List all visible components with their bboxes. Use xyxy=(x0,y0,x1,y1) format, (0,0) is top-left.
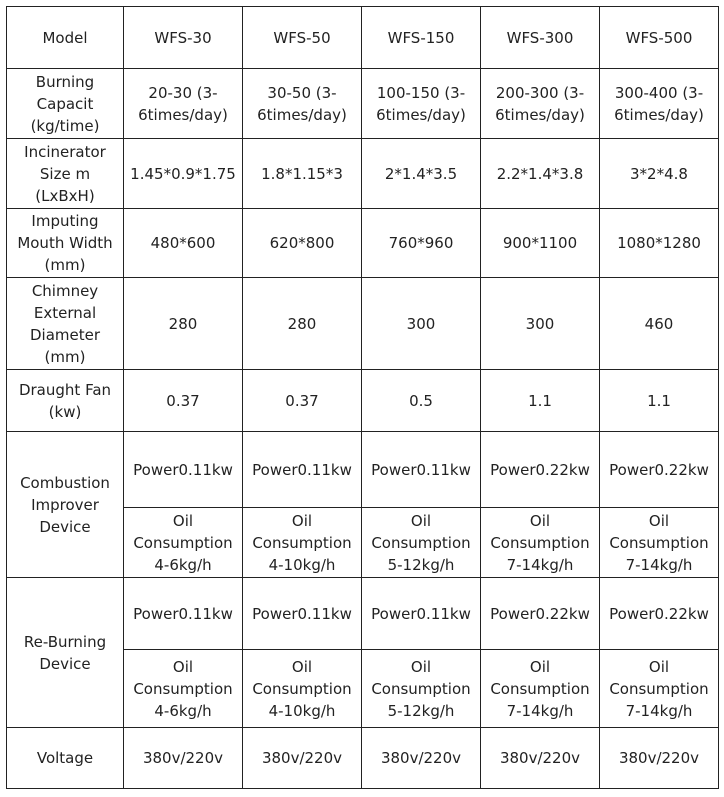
header-cell-wfs-150: WFS-150 xyxy=(362,7,481,69)
table-cell: Oil Consumption 5-12kg/h xyxy=(362,508,481,578)
combustion-power-row xyxy=(7,432,719,508)
table-cell: Oil Consumption 4-10kg/h xyxy=(243,508,362,578)
table-cell: 1.1 xyxy=(481,370,600,432)
table-cell: 0.5 xyxy=(362,370,481,432)
table-cell: Power0.22kw xyxy=(481,578,600,650)
table-cell: Power0.11kw xyxy=(124,432,243,508)
row-label: Burning Capacit (kg/time) xyxy=(7,69,124,139)
header-cell-model: Model xyxy=(7,7,124,69)
row-label: Imputing Mouth Width (mm) xyxy=(7,209,124,278)
table-cell: 1.1 xyxy=(600,370,719,432)
table-cell: Oil Consumption 4-6kg/h xyxy=(124,508,243,578)
table-cell: Power0.22kw xyxy=(481,432,600,508)
table-cell: Oil Consumption 4-10kg/h xyxy=(243,650,362,728)
table-cell: 380v/220v xyxy=(243,728,362,789)
incinerator-size-row xyxy=(7,139,719,209)
table-cell: 300 xyxy=(481,278,600,370)
table-cell: 460 xyxy=(600,278,719,370)
table-cell: Power0.22kw xyxy=(600,432,719,508)
table-cell: Power0.11kw xyxy=(362,578,481,650)
table-cell: 900*1100 xyxy=(481,209,600,278)
table-cell: 380v/220v xyxy=(481,728,600,789)
table-cell: 100-150 (3- 6times/day) xyxy=(362,69,481,139)
table-cell: 380v/220v xyxy=(600,728,719,789)
mouth-width-row xyxy=(7,209,719,278)
table-cell: 480*600 xyxy=(124,209,243,278)
header-row xyxy=(7,7,719,69)
table-cell: 620*800 xyxy=(243,209,362,278)
table-cell: 2.2*1.4*3.8 xyxy=(481,139,600,209)
table-cell: Power0.11kw xyxy=(243,432,362,508)
table-cell: 30-50 (3- 6times/day) xyxy=(243,69,362,139)
table-cell: 280 xyxy=(243,278,362,370)
voltage-row xyxy=(7,728,719,789)
table-cell: Oil Consumption 5-12kg/h xyxy=(362,650,481,728)
table-cell: Power0.11kw xyxy=(362,432,481,508)
draught-fan-row xyxy=(7,370,719,432)
chimney-diameter-row xyxy=(7,278,719,370)
table-cell: 380v/220v xyxy=(124,728,243,789)
table-cell: 0.37 xyxy=(124,370,243,432)
table-cell: 20-30 (3- 6times/day) xyxy=(124,69,243,139)
row-label: Combustion Improver Device xyxy=(7,432,124,578)
table-cell: Oil Consumption 7-14kg/h xyxy=(600,508,719,578)
table-cell: 3*2*4.8 xyxy=(600,139,719,209)
table-cell: Power0.11kw xyxy=(124,578,243,650)
header-cell-wfs-50: WFS-50 xyxy=(243,7,362,69)
table-cell: 300 xyxy=(362,278,481,370)
table-cell: Power0.22kw xyxy=(600,578,719,650)
row-label: Chimney External Diameter (mm) xyxy=(7,278,124,370)
table-cell: 1.45*0.9*1.75 xyxy=(124,139,243,209)
row-label: Voltage xyxy=(7,728,124,789)
table-cell: 200-300 (3- 6times/day) xyxy=(481,69,600,139)
table-cell: Oil Consumption 7-14kg/h xyxy=(481,650,600,728)
header-cell-wfs-500: WFS-500 xyxy=(600,7,719,69)
header-cell-wfs-30: WFS-30 xyxy=(124,7,243,69)
table-cell: 760*960 xyxy=(362,209,481,278)
table-cell: 280 xyxy=(124,278,243,370)
reburning-power-row xyxy=(7,578,719,650)
burning-capacity-row xyxy=(7,69,719,139)
table-cell: 1080*1280 xyxy=(600,209,719,278)
row-label: Re-Burning Device xyxy=(7,578,124,728)
row-label: Incinerator Size m (LxBxH) xyxy=(7,139,124,209)
table-cell: 380v/220v xyxy=(362,728,481,789)
table-cell: 2*1.4*3.5 xyxy=(362,139,481,209)
row-label: Draught Fan (kw) xyxy=(7,370,124,432)
header-cell-wfs-300: WFS-300 xyxy=(481,7,600,69)
table-cell: Oil Consumption 7-14kg/h xyxy=(481,508,600,578)
table-cell: Power0.11kw xyxy=(243,578,362,650)
table-cell: Oil Consumption 7-14kg/h xyxy=(600,650,719,728)
table-cell: 0.37 xyxy=(243,370,362,432)
table-cell: Oil Consumption 4-6kg/h xyxy=(124,650,243,728)
table-cell: 1.8*1.15*3 xyxy=(243,139,362,209)
table-cell: 300-400 (3- 6times/day) xyxy=(600,69,719,139)
spec-table xyxy=(6,6,719,789)
